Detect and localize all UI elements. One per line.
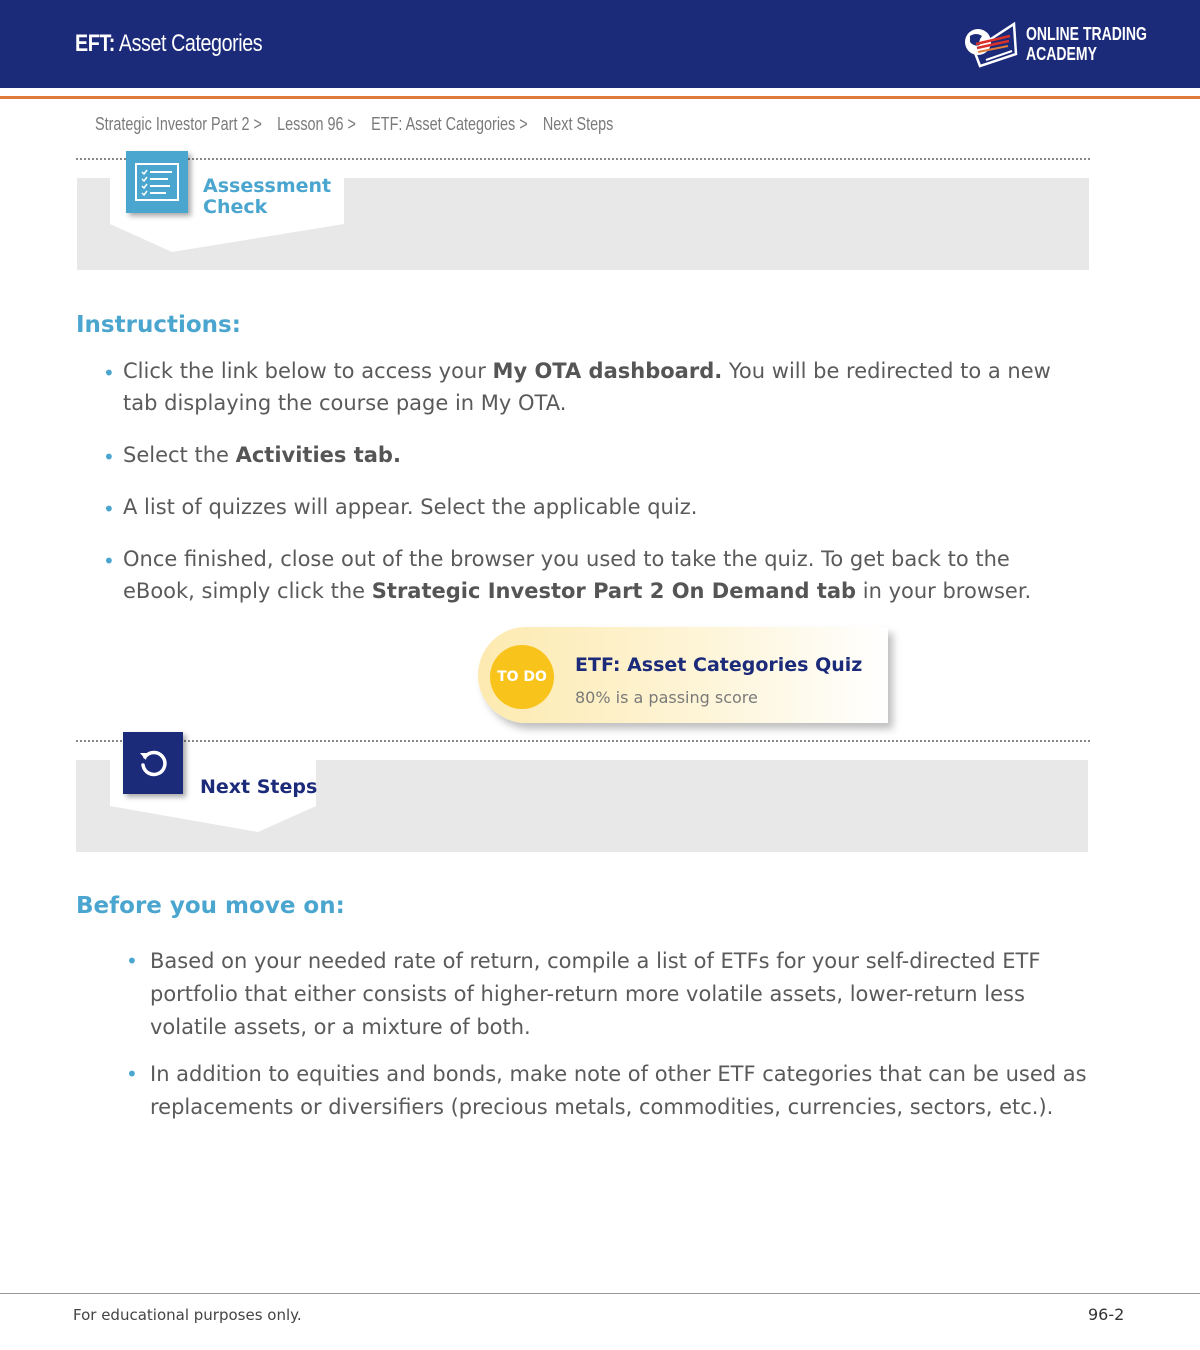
next-steps-icon-box	[123, 732, 183, 794]
next-steps-label: Next Steps	[200, 776, 318, 798]
header-accent-line	[0, 96, 1200, 99]
move-on-list	[76, 945, 1096, 1138]
instructions-list	[76, 355, 1086, 627]
list-item	[76, 543, 1086, 607]
breadcrumb-item[interactable]: Next Steps	[542, 114, 614, 134]
list-item	[76, 439, 1086, 471]
item-text: In addition to equities and bonds, make note of other ETF categories that can be used as replacements or diversifiers (precious metals, commodities, currencies, sectors, etc.).	[150, 1062, 1087, 1119]
ota-logo	[960, 20, 1147, 68]
item-text: in your browser.	[856, 579, 1032, 603]
page-title-text: Asset Categories	[118, 30, 263, 57]
item-text: A list of quizzes will appear. Select the applicable quiz.	[123, 495, 698, 519]
breadcrumb-item[interactable]: Strategic Investor Part 2 >	[95, 114, 262, 134]
refresh-icon	[136, 746, 170, 780]
page-header	[0, 0, 1200, 88]
item-text: Based on your needed rate of return, compile a list of ETFs for your self-directed ETF portfolio that either consists of higher-return more volatile assets, lower-return less volatile assets, or a mixture of both.	[150, 949, 1041, 1039]
todo-badge[interactable]: TO DO	[490, 645, 554, 709]
list-item	[76, 491, 1086, 523]
item-text: Once finished, close out of the browser you used to take the quiz. To get back to the eBook, simply click the	[123, 547, 1010, 603]
page-title	[75, 30, 262, 58]
list-item	[76, 945, 1096, 1044]
checklist-icon	[134, 162, 180, 202]
item-text: Select the	[123, 443, 236, 467]
item-text: You will be redirected to a new tab displaying the course page in My OTA.	[123, 359, 1051, 415]
logo-text-line1: ONLINE TRADING	[1026, 24, 1147, 44]
assessment-label-line1: Assessment	[203, 175, 332, 197]
item-text: Click the link below to access your	[123, 359, 493, 383]
list-item	[76, 355, 1086, 419]
footer-disclaimer: For educational purposes only.	[73, 1306, 302, 1324]
footer-divider	[0, 1293, 1200, 1294]
section-divider	[76, 740, 1090, 742]
assessment-label-line2: Check	[203, 196, 268, 218]
instructions-heading: Instructions:	[76, 312, 241, 338]
assessment-icon-box	[126, 151, 188, 213]
quiz-passing-score: 80% is a passing score	[575, 688, 758, 707]
breadcrumb	[95, 114, 625, 135]
breadcrumb-item[interactable]: ETF: Asset Categories >	[371, 114, 528, 134]
item-bold: Activities tab.	[235, 443, 401, 467]
move-on-heading: Before you move on:	[76, 893, 345, 919]
logo-text-line2: ACADEMY	[1026, 44, 1097, 64]
assessment-label	[203, 176, 331, 218]
item-bold: Strategic Investor Part 2 On Demand tab	[371, 579, 857, 603]
quiz-title-link[interactable]: ETF: Asset Categories Quiz	[575, 654, 863, 676]
page-number: 96-2	[1088, 1305, 1125, 1324]
list-item	[76, 1058, 1096, 1124]
globe-book-icon	[960, 20, 1020, 68]
logo-text	[1026, 24, 1147, 64]
page-title-prefix: EFT:	[75, 30, 115, 57]
breadcrumb-item[interactable]: Lesson 96 >	[277, 114, 356, 134]
item-bold: My OTA dashboard.	[492, 359, 723, 383]
section-divider	[76, 158, 1090, 160]
